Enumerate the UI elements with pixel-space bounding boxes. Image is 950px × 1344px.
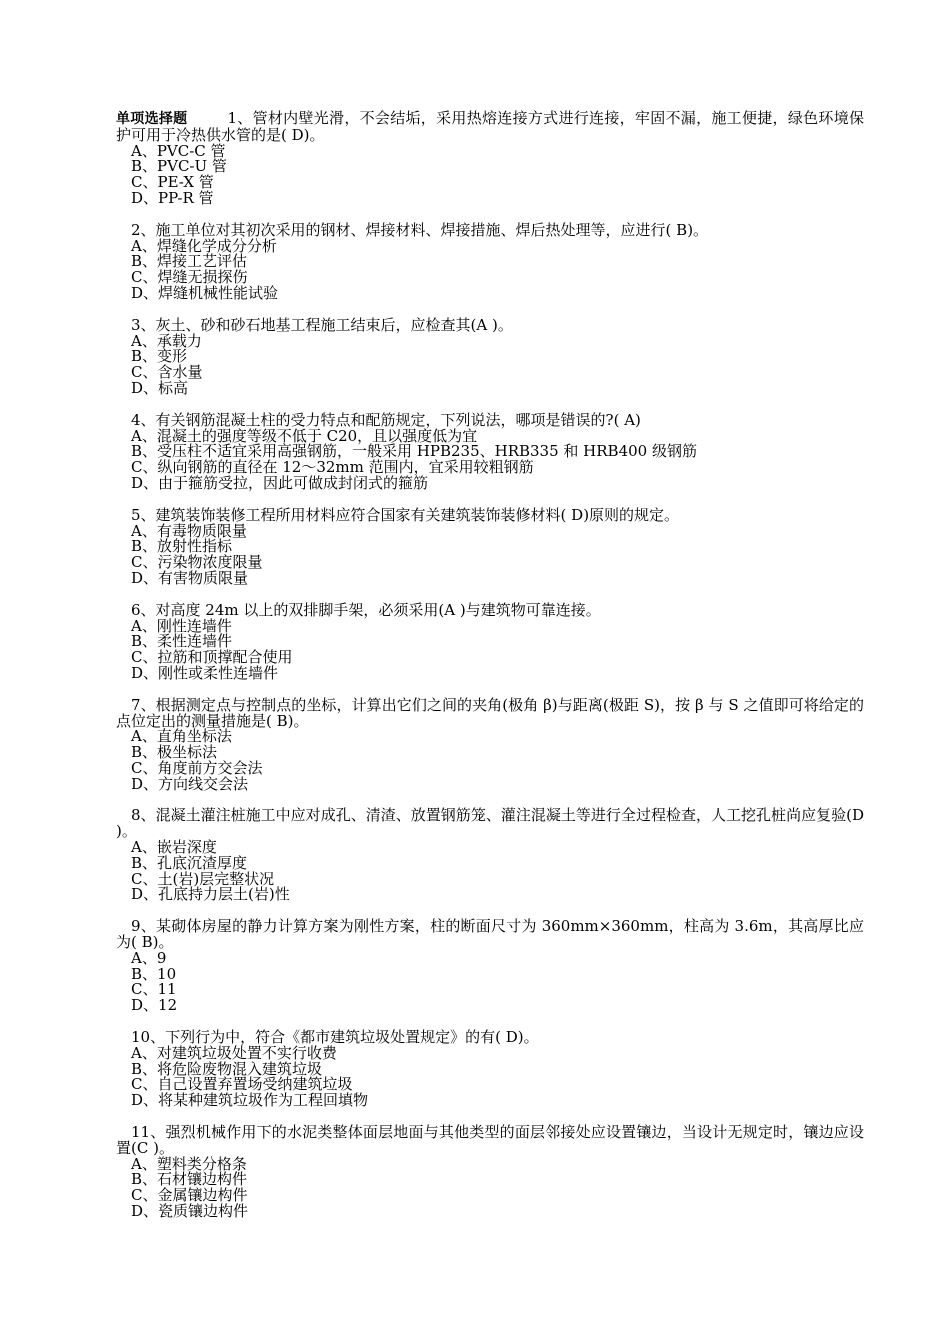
option-a: A、塑料类分格条 bbox=[131, 1154, 247, 1173]
question-stem bbox=[116, 111, 864, 144]
option-a: A、PVC-C 管 bbox=[131, 141, 226, 160]
question-stem: 11、强烈机械作用下的水泥类整体面层地面与其他类型的面层邻接处应设置镶边，当设计无规定时，镶边应设置(C )。 bbox=[116, 1123, 864, 1157]
option-a: A、对建筑垃圾处置不实行收费 bbox=[131, 1043, 337, 1062]
option-d: D、标高 bbox=[131, 378, 189, 397]
option-c: C、PE-X 管 bbox=[131, 173, 214, 192]
document-page bbox=[116, 111, 864, 1236]
option-d: D、方向线交会法 bbox=[131, 774, 249, 793]
question-stem: 5、建筑装饰装修工程所用材料应符合国家有关建筑装饰装修材料( D)原则的规定。 bbox=[131, 505, 680, 524]
option-list bbox=[116, 141, 864, 207]
question-stem: 6、对高度 24m 以上的双排脚手架，必须采用(A )与建筑物可靠连接。 bbox=[131, 600, 601, 619]
option-d: D、焊缝机械性能试验 bbox=[131, 283, 279, 302]
option-a: A、嵌岩深度 bbox=[131, 838, 217, 857]
option-list bbox=[116, 1154, 864, 1221]
option-b: B、柔性连墙件 bbox=[131, 632, 233, 651]
question-11 bbox=[116, 1125, 864, 1220]
option-d: D、将某种建筑垃圾作为工程回填物 bbox=[131, 1091, 369, 1110]
question-stem: 7、根据测定点与控制点的坐标，计算出它们之间的夹角(极角 β)与距离(极距 S)，按 β 与 S 之值即可将给定的点位定出的测量措施是( B)。 bbox=[116, 695, 864, 730]
option-d: D、刚性或柔性连墙件 bbox=[131, 663, 279, 682]
option-b: B、将危险废物混入建筑垃圾 bbox=[131, 1059, 323, 1078]
question-1 bbox=[116, 111, 864, 207]
option-c: C、焊缝无损探伤 bbox=[131, 268, 248, 287]
option-a: A、9 bbox=[131, 948, 167, 967]
option-list bbox=[116, 236, 864, 302]
question-stem: 3、灰土、砂和砂石地基工程施工结束后，应检查其(A )。 bbox=[131, 315, 513, 334]
option-a: A、承载力 bbox=[131, 331, 202, 350]
question-7 bbox=[116, 695, 864, 793]
question-5 bbox=[116, 505, 864, 587]
question-stem: 4、有关钢筋混凝土柱的受力特点和配筋规定，下列说法，哪项是错误的?( A) bbox=[131, 410, 641, 429]
option-b: B、极坐标法 bbox=[131, 743, 218, 762]
option-a: A、焊缝化学成分分析 bbox=[131, 236, 277, 255]
question-stem: 2、施工单位对其初次采用的钢材、焊接材料、焊接措施、焊后热处理等，应进行( B)。 bbox=[131, 220, 709, 239]
question-text: 1、管材内壁光滑，不会结垢，采用热熔连接方式进行连接，牢固不漏，施工便捷，绿色环境保护可用于冷热供水管的是( D)。 bbox=[116, 109, 864, 144]
question-3 bbox=[116, 315, 864, 397]
option-b: B、孔底沉渣厚度 bbox=[131, 853, 248, 872]
question-10 bbox=[116, 1030, 864, 1109]
option-c: C、角度前方交会法 bbox=[131, 758, 263, 777]
option-list bbox=[116, 521, 864, 587]
option-d: D、孔底持力层土(岩)性 bbox=[131, 885, 290, 904]
option-list bbox=[116, 331, 864, 397]
option-c: C、自己设置弃置场受纳建筑垃圾 bbox=[131, 1075, 353, 1094]
option-b: B、10 bbox=[131, 964, 177, 983]
option-d: D、12 bbox=[131, 996, 178, 1015]
option-d: D、PP-R 管 bbox=[131, 188, 214, 207]
option-b: B、PVC-U 管 bbox=[131, 157, 227, 176]
question-stem: 10、下列行为中，符合《都市建筑垃圾处置规定》的有( D)。 bbox=[131, 1028, 539, 1047]
option-c: C、污染物浓度限量 bbox=[131, 553, 263, 572]
option-list bbox=[116, 616, 864, 682]
option-d: D、由于箍筋受拉，因此可做成封闭式的箍筋 bbox=[131, 473, 429, 492]
option-b: B、变形 bbox=[131, 347, 188, 366]
option-b: B、石材镶边构件 bbox=[131, 1170, 248, 1189]
question-8 bbox=[116, 808, 864, 903]
option-list bbox=[116, 1043, 864, 1110]
option-c: C、含水量 bbox=[131, 363, 203, 382]
option-d: D、有害物质限量 bbox=[131, 568, 249, 587]
question-2 bbox=[116, 220, 864, 302]
option-c: C、拉筋和顶撑配合使用 bbox=[131, 648, 293, 667]
option-list bbox=[116, 840, 864, 903]
option-b: B、受压柱不适宜采用高强钢筋，一般采用 HPB235、HRB335 和 HRB400 级钢筋 bbox=[131, 442, 697, 461]
option-a: A、混凝土的强度等级不低于 C20，且以强度低为宜 bbox=[131, 426, 478, 445]
question-stem: 8、混凝土灌注桩施工中应对成孔、清渣、放置钢筋笼、灌注混凝土等进行全过程检查，人工挖孔桩尚应复验(D )。 bbox=[116, 806, 864, 841]
question-6 bbox=[116, 600, 864, 682]
section-title: 单项选择题 bbox=[116, 111, 188, 127]
option-b: B、放射性指标 bbox=[131, 537, 233, 556]
option-c: C、土(岩)层完整状况 bbox=[131, 869, 275, 888]
option-b: B、焊接工艺评估 bbox=[131, 252, 248, 271]
option-list bbox=[116, 948, 864, 1015]
question-4 bbox=[116, 410, 864, 492]
option-d: D、瓷质镶边构件 bbox=[131, 1202, 249, 1221]
option-c: C、金属镶边构件 bbox=[131, 1186, 248, 1205]
option-list bbox=[116, 729, 864, 792]
option-a: A、直角坐标法 bbox=[131, 727, 232, 746]
option-c: C、纵向钢筋的直径在 12～32mm 范围内，宜采用较粗钢筋 bbox=[131, 458, 534, 477]
question-9 bbox=[116, 919, 864, 1014]
option-a: A、刚性连墙件 bbox=[131, 616, 232, 635]
option-c: C、11 bbox=[131, 980, 177, 999]
option-list bbox=[116, 426, 864, 492]
question-stem: 9、某砌体房屋的静力计算方案为刚性方案，柱的断面尺寸为 360mm×360mm，柱高为 3.6m，其高厚比应为( B)。 bbox=[116, 917, 864, 952]
option-a: A、有毒物质限量 bbox=[131, 521, 247, 540]
